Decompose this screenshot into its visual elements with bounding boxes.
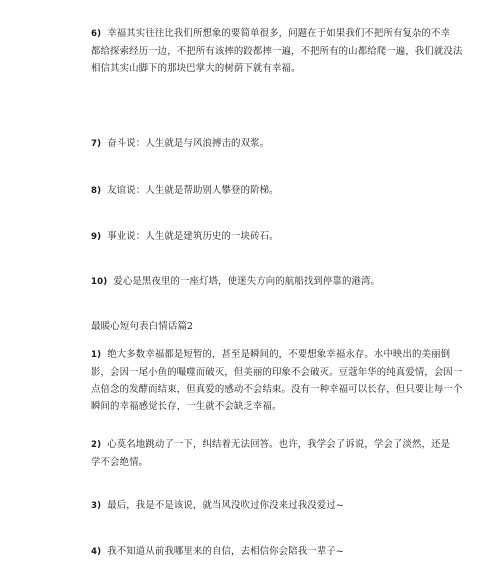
item-text: 瞬间的幸福感觉长存，一生就不会缺乏幸福。 xyxy=(91,401,282,412)
item-text: 友谊说：人生就是帮助别人攀登的阶梯。 xyxy=(107,185,279,196)
list-item xyxy=(91,135,421,153)
item-number: 2) xyxy=(91,440,102,450)
item-number: 8) xyxy=(91,186,102,196)
item-number: 10) xyxy=(91,277,108,287)
item-number: 1) xyxy=(91,350,102,360)
list-item xyxy=(91,436,451,471)
item-text: 心莫名地跳动了一下，纠结着无法回答。也许，我学会了诉说，学会了淡然，还是 xyxy=(107,439,451,450)
section-title: 最暖心短句表白情话篇2 xyxy=(91,321,194,332)
item-text: 我不知道从前我哪里来的自信，去相信你会陪我一辈子~ xyxy=(107,546,344,557)
item-text: 都给探索经历一边，不把所有该摔的跤都摔一遍，不把所有的山都给爬一遍，我们就没法 xyxy=(91,46,463,57)
item-number: 6) xyxy=(91,29,102,39)
list-item xyxy=(91,182,421,200)
list-item xyxy=(91,273,421,291)
item-number: 9) xyxy=(91,232,102,242)
list-item xyxy=(91,543,421,561)
item-text: 奋斗说：人生就是与风浪搏击的双浆。 xyxy=(107,138,270,149)
list-item xyxy=(91,228,421,246)
item-text: 相信其实山脚下的那块巴掌大的树荫下就有幸福。 xyxy=(91,63,301,74)
item-text: 点倍念的发酵而结束，但真爱的感动不会结束。没有一种幸福可以长存，但只要让每一个 xyxy=(91,384,463,395)
item-text: 爱心是黑夜里的一座灯塔，使迷失方向的航船找到停靠的港湾。 xyxy=(113,276,381,287)
list-item xyxy=(91,25,463,77)
list-item xyxy=(91,497,421,515)
item-number: 3) xyxy=(91,501,102,511)
item-text: 事业说：人生就是建筑历史的一块砖石。 xyxy=(107,231,279,242)
item-text: 最后，我是不是该说，就当风没吹过你没来过我没爱过~ xyxy=(107,500,344,511)
item-text: 影，会因一尾小鱼的嘬噬而破灭，但美丽的印象不会破灭。豆蔻年华的纯真爱情，会因一 xyxy=(91,367,463,378)
item-number: 7) xyxy=(91,139,102,149)
list-item xyxy=(91,346,463,415)
item-text: 学不会绝情。 xyxy=(91,457,149,468)
item-number: 4) xyxy=(91,547,102,557)
item-text: 幸福其实往往比我们所想象的要简单很多，问题在于如果我们不把所有复杂的不幸 xyxy=(107,28,451,39)
item-text: 绝大多数幸福都是短暂的，甚至是瞬间的，不要想象幸福永存。水中映出的美丽倒 xyxy=(107,349,451,360)
